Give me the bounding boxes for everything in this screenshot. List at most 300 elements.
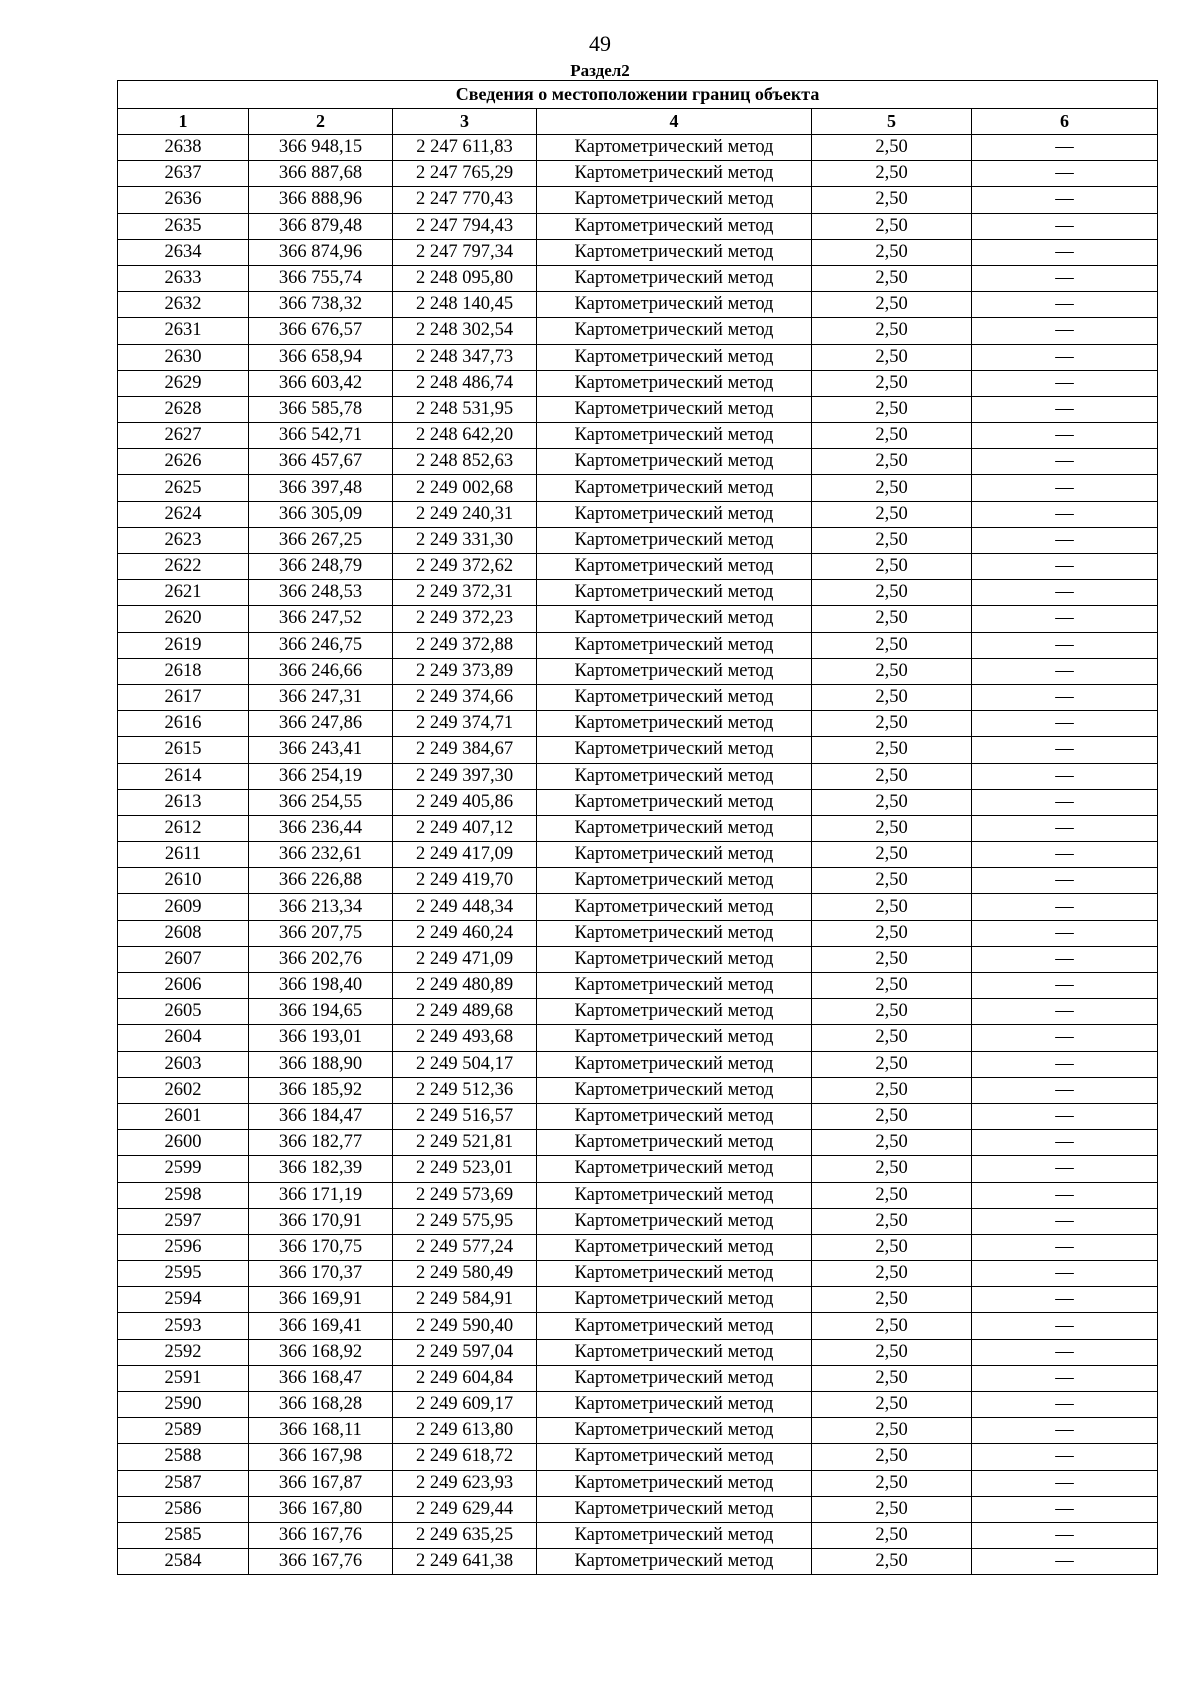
table-row [118,344,1158,370]
point-number-cell: 2599 [118,1156,249,1182]
point-number-cell: 2628 [118,396,249,422]
method-cell: Картометрический метод [537,1496,812,1522]
x-coordinate-cell: 366 167,80 [249,1496,393,1522]
method-cell: Картометрический метод [537,1392,812,1418]
point-number-cell: 2632 [118,292,249,318]
table-row [118,737,1158,763]
y-coordinate-cell: 2 249 584,91 [393,1287,537,1313]
method-cell: Картометрический метод [537,370,812,396]
method-cell: Картометрический метод [537,763,812,789]
description-cell: — [972,213,1158,239]
description-cell: — [972,1287,1158,1313]
table-row [118,213,1158,239]
accuracy-cell: 2,50 [812,1287,972,1313]
point-number-cell: 2591 [118,1365,249,1391]
y-coordinate-cell: 2 247 611,83 [393,135,537,161]
x-coordinate-cell: 366 305,09 [249,501,393,527]
x-coordinate-cell: 366 542,71 [249,423,393,449]
description-cell: — [972,1470,1158,1496]
method-cell: Картометрический метод [537,161,812,187]
y-coordinate-cell: 2 249 480,89 [393,973,537,999]
y-coordinate-cell: 2 249 384,67 [393,737,537,763]
point-number-cell: 2622 [118,554,249,580]
y-coordinate-cell: 2 249 373,89 [393,658,537,684]
x-coordinate-cell: 366 397,48 [249,475,393,501]
description-cell: — [972,239,1158,265]
y-coordinate-cell: 2 249 577,24 [393,1234,537,1260]
accuracy-cell: 2,50 [812,763,972,789]
point-number-cell: 2589 [118,1418,249,1444]
method-cell: Картометрический метод [537,1549,812,1575]
x-coordinate-cell: 366 202,76 [249,946,393,972]
description-cell: — [972,396,1158,422]
accuracy-cell: 2,50 [812,815,972,841]
table-row [118,1392,1158,1418]
description-cell: — [972,1130,1158,1156]
x-coordinate-cell: 366 170,37 [249,1261,393,1287]
description-cell: — [972,815,1158,841]
description-cell: — [972,1156,1158,1182]
description-cell: — [972,1313,1158,1339]
accuracy-cell: 2,50 [812,1156,972,1182]
description-cell: — [972,1077,1158,1103]
accuracy-cell: 2,50 [812,213,972,239]
point-number-cell: 2592 [118,1339,249,1365]
method-cell: Картометрический метод [537,554,812,580]
accuracy-cell: 2,50 [812,239,972,265]
column-header: 5 [812,109,972,135]
table-row [118,999,1158,1025]
y-coordinate-cell: 2 249 521,81 [393,1130,537,1156]
description-cell: — [972,1025,1158,1051]
x-coordinate-cell: 366 188,90 [249,1051,393,1077]
table-row [118,135,1158,161]
x-coordinate-cell: 366 246,75 [249,632,393,658]
description-cell: — [972,292,1158,318]
description-cell: — [972,946,1158,972]
method-cell: Картометрический метод [537,711,812,737]
x-coordinate-cell: 366 254,19 [249,763,393,789]
method-cell: Картометрический метод [537,501,812,527]
table-row [118,1418,1158,1444]
y-coordinate-cell: 2 249 504,17 [393,1051,537,1077]
accuracy-cell: 2,50 [812,475,972,501]
description-cell: — [972,1103,1158,1129]
description-cell: — [972,973,1158,999]
description-cell: — [972,737,1158,763]
y-coordinate-cell: 2 247 770,43 [393,187,537,213]
table-row [118,973,1158,999]
description-cell: — [972,789,1158,815]
accuracy-cell: 2,50 [812,894,972,920]
x-coordinate-cell: 366 198,40 [249,973,393,999]
description-cell: — [972,1496,1158,1522]
page-number: 49 [589,31,611,56]
x-coordinate-cell: 366 182,77 [249,1130,393,1156]
x-coordinate-cell: 366 247,52 [249,606,393,632]
table-row [118,1234,1158,1260]
accuracy-cell: 2,50 [812,501,972,527]
point-number-cell: 2607 [118,946,249,972]
y-coordinate-cell: 2 249 419,70 [393,868,537,894]
accuracy-cell: 2,50 [812,1522,972,1548]
y-coordinate-cell: 2 249 372,62 [393,554,537,580]
point-number-cell: 2611 [118,842,249,868]
method-cell: Картометрический метод [537,292,812,318]
x-coordinate-cell: 366 168,28 [249,1392,393,1418]
description-cell: — [972,370,1158,396]
table-row [118,1156,1158,1182]
description-cell: — [972,1549,1158,1575]
y-coordinate-cell: 2 249 580,49 [393,1261,537,1287]
point-number-cell: 2595 [118,1261,249,1287]
point-number-cell: 2587 [118,1470,249,1496]
table-row [118,920,1158,946]
table-row [118,396,1158,422]
point-number-cell: 2610 [118,868,249,894]
table-row [118,292,1158,318]
column-header: 2 [249,109,393,135]
point-number-cell: 2612 [118,815,249,841]
point-number-cell: 2603 [118,1051,249,1077]
table-row [118,161,1158,187]
method-cell: Картометрический метод [537,344,812,370]
x-coordinate-cell: 366 658,94 [249,344,393,370]
method-cell: Картометрический метод [537,1313,812,1339]
accuracy-cell: 2,50 [812,1549,972,1575]
accuracy-cell: 2,50 [812,580,972,606]
table-row [118,842,1158,868]
section-title: Раздел2 [570,61,630,80]
y-coordinate-cell: 2 249 489,68 [393,999,537,1025]
table-row [118,1496,1158,1522]
method-cell: Картометрический метод [537,632,812,658]
table-row [118,606,1158,632]
description-cell: — [972,318,1158,344]
x-coordinate-cell: 366 184,47 [249,1103,393,1129]
table-row [118,318,1158,344]
description-cell: — [972,187,1158,213]
x-coordinate-cell: 366 948,15 [249,135,393,161]
method-cell: Картометрический метод [537,580,812,606]
table-row [118,187,1158,213]
y-coordinate-cell: 2 249 635,25 [393,1522,537,1548]
y-coordinate-cell: 2 248 531,95 [393,396,537,422]
accuracy-cell: 2,50 [812,370,972,396]
method-cell: Картометрический метод [537,1470,812,1496]
x-coordinate-cell: 366 254,55 [249,789,393,815]
table-caption: Сведения о местоположении границ объекта [118,81,1158,109]
method-cell: Картометрический метод [537,842,812,868]
point-number-cell: 2605 [118,999,249,1025]
y-coordinate-cell: 2 248 642,20 [393,423,537,449]
point-number-cell: 2633 [118,265,249,291]
y-coordinate-cell: 2 249 609,17 [393,1392,537,1418]
table-row [118,658,1158,684]
accuracy-cell: 2,50 [812,423,972,449]
point-number-cell: 2593 [118,1313,249,1339]
description-cell: — [972,1208,1158,1234]
point-number-cell: 2618 [118,658,249,684]
column-header: 6 [972,109,1158,135]
point-number-cell: 2626 [118,449,249,475]
y-coordinate-cell: 2 247 794,43 [393,213,537,239]
x-coordinate-cell: 366 457,67 [249,449,393,475]
accuracy-cell: 2,50 [812,920,972,946]
table-row [118,1025,1158,1051]
description-cell: — [972,920,1158,946]
method-cell: Картометрический метод [537,737,812,763]
method-cell: Картометрический метод [537,449,812,475]
method-cell: Картометрический метод [537,527,812,553]
accuracy-cell: 2,50 [812,737,972,763]
table-row [118,1261,1158,1287]
point-number-cell: 2606 [118,973,249,999]
method-cell: Картометрический метод [537,1051,812,1077]
table-row [118,1339,1158,1365]
method-cell: Картометрический метод [537,318,812,344]
method-cell: Картометрический метод [537,1261,812,1287]
description-cell: — [972,763,1158,789]
accuracy-cell: 2,50 [812,973,972,999]
y-coordinate-cell: 2 249 623,93 [393,1470,537,1496]
method-cell: Картометрический метод [537,1339,812,1365]
method-cell: Картометрический метод [537,868,812,894]
description-cell: — [972,842,1158,868]
accuracy-cell: 2,50 [812,1182,972,1208]
method-cell: Картометрический метод [537,135,812,161]
x-coordinate-cell: 366 167,76 [249,1549,393,1575]
method-cell: Картометрический метод [537,475,812,501]
point-number-cell: 2627 [118,423,249,449]
table-row [118,1103,1158,1129]
point-number-cell: 2586 [118,1496,249,1522]
accuracy-cell: 2,50 [812,1025,972,1051]
x-coordinate-cell: 366 169,91 [249,1287,393,1313]
x-coordinate-cell: 366 182,39 [249,1156,393,1182]
x-coordinate-cell: 366 168,47 [249,1365,393,1391]
x-coordinate-cell: 366 168,11 [249,1418,393,1444]
accuracy-cell: 2,50 [812,946,972,972]
x-coordinate-cell: 366 676,57 [249,318,393,344]
method-cell: Картометрический метод [537,1077,812,1103]
column-header: 4 [537,109,812,135]
y-coordinate-cell: 2 249 372,31 [393,580,537,606]
x-coordinate-cell: 366 874,96 [249,239,393,265]
point-number-cell: 2613 [118,789,249,815]
table-row [118,1470,1158,1496]
point-number-cell: 2617 [118,684,249,710]
table-row [118,632,1158,658]
y-coordinate-cell: 2 249 002,68 [393,475,537,501]
point-number-cell: 2638 [118,135,249,161]
table-body [118,135,1158,1575]
method-cell: Картометрический метод [537,1156,812,1182]
accuracy-cell: 2,50 [812,527,972,553]
description-cell: — [972,999,1158,1025]
y-coordinate-cell: 2 249 372,88 [393,632,537,658]
x-coordinate-cell: 366 193,01 [249,1025,393,1051]
y-coordinate-cell: 2 249 573,69 [393,1182,537,1208]
description-cell: — [972,344,1158,370]
boundary-coordinates-table [117,80,1158,1575]
description-cell: — [972,161,1158,187]
x-coordinate-cell: 366 248,53 [249,580,393,606]
y-coordinate-cell: 2 249 405,86 [393,789,537,815]
method-cell: Картометрический метод [537,606,812,632]
method-cell: Картометрический метод [537,1025,812,1051]
method-cell: Картометрический метод [537,1365,812,1391]
table-row [118,554,1158,580]
y-coordinate-cell: 2 248 095,80 [393,265,537,291]
table-row [118,449,1158,475]
x-coordinate-cell: 366 236,44 [249,815,393,841]
point-number-cell: 2604 [118,1025,249,1051]
table-row [118,423,1158,449]
description-cell: — [972,1418,1158,1444]
accuracy-cell: 2,50 [812,187,972,213]
table-row [118,815,1158,841]
table-row [118,946,1158,972]
point-number-cell: 2597 [118,1208,249,1234]
accuracy-cell: 2,50 [812,789,972,815]
accuracy-cell: 2,50 [812,1103,972,1129]
x-coordinate-cell: 366 247,86 [249,711,393,737]
point-number-cell: 2619 [118,632,249,658]
description-cell: — [972,475,1158,501]
y-coordinate-cell: 2 249 590,40 [393,1313,537,1339]
accuracy-cell: 2,50 [812,396,972,422]
point-number-cell: 2625 [118,475,249,501]
method-cell: Картометрический метод [537,1522,812,1548]
y-coordinate-cell: 2 249 407,12 [393,815,537,841]
column-number-row [118,109,1158,135]
table-row [118,1365,1158,1391]
description-cell: — [972,527,1158,553]
x-coordinate-cell: 366 888,96 [249,187,393,213]
description-cell: — [972,658,1158,684]
method-cell: Картометрический метод [537,187,812,213]
y-coordinate-cell: 2 249 613,80 [393,1418,537,1444]
y-coordinate-cell: 2 249 240,31 [393,501,537,527]
accuracy-cell: 2,50 [812,449,972,475]
point-number-cell: 2624 [118,501,249,527]
y-coordinate-cell: 2 249 604,84 [393,1365,537,1391]
x-coordinate-cell: 366 171,19 [249,1182,393,1208]
point-number-cell: 2590 [118,1392,249,1418]
accuracy-cell: 2,50 [812,161,972,187]
x-coordinate-cell: 366 267,25 [249,527,393,553]
y-coordinate-cell: 2 249 471,09 [393,946,537,972]
y-coordinate-cell: 2 249 460,24 [393,920,537,946]
method-cell: Картометрический метод [537,396,812,422]
method-cell: Картометрический метод [537,894,812,920]
point-number-cell: 2620 [118,606,249,632]
accuracy-cell: 2,50 [812,1234,972,1260]
x-coordinate-cell: 366 168,92 [249,1339,393,1365]
accuracy-cell: 2,50 [812,999,972,1025]
y-coordinate-cell: 2 249 512,36 [393,1077,537,1103]
point-number-cell: 2608 [118,920,249,946]
x-coordinate-cell: 366 603,42 [249,370,393,396]
table-row [118,1130,1158,1156]
accuracy-cell: 2,50 [812,1444,972,1470]
method-cell: Картометрический метод [537,1287,812,1313]
accuracy-cell: 2,50 [812,658,972,684]
method-cell: Картометрический метод [537,946,812,972]
x-coordinate-cell: 366 887,68 [249,161,393,187]
y-coordinate-cell: 2 249 417,09 [393,842,537,868]
description-cell: — [972,501,1158,527]
table-row [118,265,1158,291]
x-coordinate-cell: 366 170,75 [249,1234,393,1260]
accuracy-cell: 2,50 [812,135,972,161]
table-row [118,1208,1158,1234]
point-number-cell: 2600 [118,1130,249,1156]
table-row [118,370,1158,396]
x-coordinate-cell: 366 226,88 [249,868,393,894]
method-cell: Картометрический метод [537,239,812,265]
x-coordinate-cell: 366 879,48 [249,213,393,239]
table-row [118,1522,1158,1548]
method-cell: Картометрический метод [537,999,812,1025]
point-number-cell: 2634 [118,239,249,265]
description-cell: — [972,1261,1158,1287]
method-cell: Картометрический метод [537,658,812,684]
description-cell: — [972,1182,1158,1208]
description-cell: — [972,135,1158,161]
point-number-cell: 2631 [118,318,249,344]
x-coordinate-cell: 366 585,78 [249,396,393,422]
method-cell: Картометрический метод [537,1130,812,1156]
x-coordinate-cell: 366 167,98 [249,1444,393,1470]
accuracy-cell: 2,50 [812,1077,972,1103]
accuracy-cell: 2,50 [812,1418,972,1444]
y-coordinate-cell: 2 249 397,30 [393,763,537,789]
description-cell: — [972,1051,1158,1077]
description-cell: — [972,554,1158,580]
description-cell: — [972,711,1158,737]
point-number-cell: 2629 [118,370,249,396]
accuracy-cell: 2,50 [812,1261,972,1287]
x-coordinate-cell: 366 207,75 [249,920,393,946]
point-number-cell: 2594 [118,1287,249,1313]
y-coordinate-cell: 2 249 374,66 [393,684,537,710]
y-coordinate-cell: 2 249 374,71 [393,711,537,737]
x-coordinate-cell: 366 248,79 [249,554,393,580]
method-cell: Картометрический метод [537,789,812,815]
point-number-cell: 2584 [118,1549,249,1575]
x-coordinate-cell: 366 194,65 [249,999,393,1025]
accuracy-cell: 2,50 [812,632,972,658]
x-coordinate-cell: 366 232,61 [249,842,393,868]
table-row [118,475,1158,501]
table-row [118,763,1158,789]
description-cell: — [972,632,1158,658]
y-coordinate-cell: 2 249 523,01 [393,1156,537,1182]
description-cell: — [972,1444,1158,1470]
accuracy-cell: 2,50 [812,868,972,894]
accuracy-cell: 2,50 [812,1392,972,1418]
y-coordinate-cell: 2 249 493,68 [393,1025,537,1051]
method-cell: Картометрический метод [537,1182,812,1208]
accuracy-cell: 2,50 [812,842,972,868]
point-number-cell: 2614 [118,763,249,789]
y-coordinate-cell: 2 249 629,44 [393,1496,537,1522]
y-coordinate-cell: 2 248 140,45 [393,292,537,318]
x-coordinate-cell: 366 167,87 [249,1470,393,1496]
point-number-cell: 2609 [118,894,249,920]
